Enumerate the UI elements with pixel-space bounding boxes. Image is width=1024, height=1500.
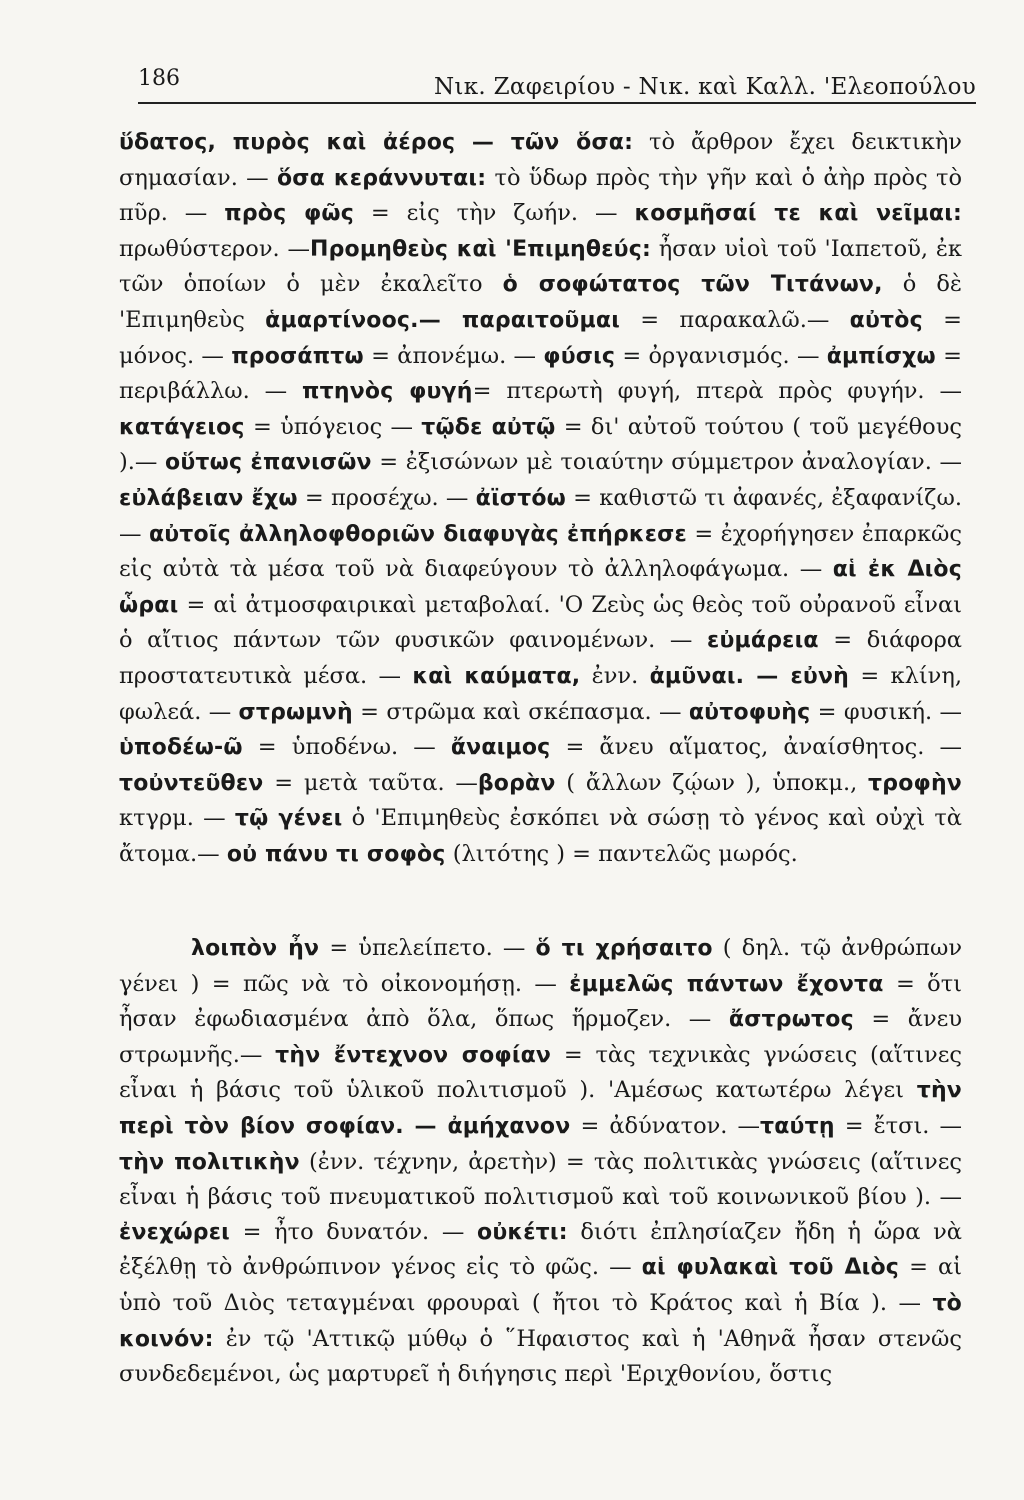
gloss-text: = ἦτο δυνατόν. —	[229, 1218, 478, 1245]
lemma-term: οὐκέτι:	[477, 1219, 568, 1245]
gloss-text: ( ἄλλων ζῴων ), ὑποκμ.,	[555, 769, 869, 796]
gloss-text: ἦσαν υἱοὶ τοῦ 'Ιαπετοῦ, ἐκ τῶν ὁποίων ὁ μὲν ἐκαλεῖτο	[119, 235, 962, 298]
gloss-text: = παρακαλῶ.—	[619, 306, 850, 333]
gloss-text: πρωθύστερον. —	[119, 235, 310, 262]
lemma-term: προσάπτω	[231, 343, 364, 369]
lemma-term: ταύτῃ	[759, 1113, 835, 1139]
lemma-term: ὑποδέω-ῶ	[119, 735, 243, 761]
gloss-text: τὸ ὕδωρ πρὸς τὴν γῆν καὶ ὁ ἀὴρ πρὸς τὸ πῦρ. —	[119, 164, 962, 227]
lemma-term: ἀμπίσχω	[826, 343, 936, 369]
lemma-term: τοὐντεῦθεν	[119, 770, 264, 796]
gloss-text: (λιτότης ) = παντελῶς μωρός.	[445, 840, 798, 867]
gloss-text: = ὑπόγειος —	[244, 413, 422, 440]
gloss-text: = αἱ ἀτμοσφαιρικαὶ μεταβολαί. 'Ο Ζεὺς ὡς θεὸς τοῦ οὐρανοῦ εἶναι ὁ αἴτιος πάντων τῶν φυσικῶν φαινομένων. —	[119, 591, 962, 654]
gloss-text: = ἐχορήγησεν ἐπαρκῶς εἰς αὐτὰ τὰ μέσα τοῦ νὰ διαφεύγουν τὸ ἀλληλοφάγωμα. —	[119, 520, 962, 583]
page-number: 186	[138, 66, 180, 91]
gloss-text: = τὰς τεχνικὰς γνώσεις (αἵτινες εἶναι ἡ βάσις τοῦ ὑλικοῦ πολιτισμοῦ ). 'Αμέσως κατωτέρω λέγει	[119, 1041, 962, 1104]
gloss-text: = φυσική. —	[810, 698, 962, 725]
gloss-text: = πτερωτὴ φυγή, πτερὰ πρὸς φυγήν. —	[472, 378, 962, 405]
paragraph-glossary-1	[119, 125, 962, 872]
gloss-text: = ὑπελείπετο. —	[319, 935, 536, 961]
lemma-term: τροφὴν	[868, 770, 962, 796]
gloss-text: διότι ἐπλησίαζεν ἤδη ἡ ὥρα νὰ ἐξέλθῃ τὸ ἀνθρώπινον γένος εἰς τὸ φῶς. —	[119, 1218, 962, 1281]
lemma-term: αἱ φυλακαὶ τοῦ Διὸς	[641, 1255, 900, 1281]
lemma-term: οὕτως ἐπανισῶν	[165, 450, 372, 476]
lemma-term: λοιπὸν ἦν	[191, 936, 320, 961]
gloss-text: = στρῶμα καὶ σκέπασμα. —	[352, 698, 689, 725]
gloss-text: = προσέχω. —	[297, 484, 476, 511]
gloss-text: ἐνν.	[580, 662, 650, 689]
lemma-term: εὐμάρεια	[707, 628, 819, 654]
gloss-text: = ἀδύνατον. —	[570, 1112, 760, 1139]
gloss-text: = αἱ ὑπὸ τοῦ Διὸς τεταγμέναι φρουραὶ ( ἤτοι τὸ Κράτος καὶ ἡ Βία ). —	[119, 1254, 962, 1316]
lemma-term: ἀμῦναι. — εὐνὴ	[649, 663, 850, 689]
gloss-text: = περιβάλλω. —	[119, 342, 962, 405]
lemma-term: στρωμνὴ	[238, 699, 353, 725]
lemma-term: Προμηθεὺς καὶ 'Επιμηθεύς:	[309, 236, 651, 262]
lemma-term: ὁ σοφώτατος τῶν Τιτάνων,	[502, 272, 883, 298]
lemma-term: αὐτοῖς ἀλληλοφθοριῶν διαφυγὰς ἐπήρκεσε	[148, 521, 687, 547]
lemma-term: καὶ καύματα,	[412, 663, 581, 689]
lemma-term: αὐτὸς	[849, 307, 923, 333]
lemma-term: κατάγειος	[119, 414, 245, 440]
lemma-term: πρὸς φῶς	[224, 201, 354, 227]
gloss-text: = ἐξισώνων μὲ τοιαύτην σύμμετρον ἀναλογίαν. —	[371, 449, 962, 476]
lemma-term: τὸ κοινόν:	[119, 1290, 962, 1352]
lemma-term: ἄναιμος	[450, 735, 551, 761]
lemma-term: ἁμαρτίνοος.— παραιτοῦμαι	[265, 307, 620, 333]
paragraph-glossary-2	[119, 931, 962, 1392]
gloss-text: = εἰς τὴν ζωήν. —	[353, 200, 635, 227]
gloss-text: ἐν τῷ 'Αττικῷ μύθῳ ὁ ῞Ηφαιστος καὶ ἡ 'Αθηνᾶ ἦσαν στενῶς συνδεδεμένοι, ὡς μαρτυρεῖ ἡ διήγησις περὶ 'Εριχθονίου, ὅστις	[119, 1325, 962, 1388]
gloss-text: = ἀπονέμω. —	[363, 342, 544, 369]
lemma-term: ὕδατος, πυρὸς καὶ ἀέρος — τῶν ὅσα:	[119, 130, 634, 155]
gloss-text: ὁ δὲ 'Επιμηθεὺς	[119, 271, 962, 333]
running-head: Νικ. Ζαφειρίου - Νικ. καὶ Καλλ. 'Ελεοπούλου	[433, 74, 976, 100]
gloss-text: = ὅτι ἦσαν ἐφωδιασμένα ἀπὸ ὅλα, ὅπως ἥρμοζεν. —	[119, 970, 962, 1033]
page-header	[138, 60, 976, 104]
lemma-term: τὴν ἔντεχνον σοφίαν	[275, 1042, 552, 1068]
gloss-text: = ἄνευ αἵματος, ἀναίσθητος. —	[550, 734, 963, 761]
lemma-term: ἀϊστόω	[475, 485, 566, 511]
lemma-term: αὐτοφυὴς	[688, 699, 811, 725]
gloss-text: τὸ ἄρθρον ἔχει δεικτικὴν σημασίαν. —	[119, 129, 962, 191]
lemma-term: ἐμμελῶς πάντων ἔχοντα	[569, 971, 884, 997]
gloss-text: = ὀργανισμός. —	[615, 342, 827, 369]
lemma-term: φύσις	[543, 343, 616, 369]
lemma-term: εὐλάβειαν ἔχω	[119, 485, 298, 511]
gloss-text: = μετὰ ταῦτα. —	[263, 769, 478, 796]
gloss-text: ( δηλ. τῷ ἀνθρώπων γένει ) = πῶς νὰ τὸ οἰκονομήσῃ. —	[119, 935, 962, 997]
gloss-text: = ἔτσι. —	[834, 1112, 962, 1139]
gloss-text: = μόνος. —	[119, 306, 963, 369]
gloss-text: ὁ 'Επιμηθεὺς ἐσκόπει νὰ σώσῃ τὸ γένος καὶ οὐχὶ τὰ ἄτομα.—	[119, 805, 963, 867]
gloss-text: = δι' αὐτοῦ τούτου ( τοῦ μεγέθους ).—	[119, 413, 962, 476]
lemma-term: ἐνεχώρει	[119, 1219, 230, 1245]
lemma-term: τῷδε αὐτῷ	[421, 414, 556, 440]
gloss-text: = ἄνευ στρωμνῆς.—	[119, 1006, 962, 1068]
header-rule	[138, 102, 976, 104]
lemma-term: τὴν περὶ τὸν βίον σοφίαν. — ἀμήχανον	[119, 1078, 962, 1139]
gloss-text: κτγρμ. —	[119, 805, 235, 832]
gloss-text: (ἐνν. τέχνην, ἀρετὴν) = τὰς πολιτικὰς γνώσεις (αἵτινες εἶναι ἡ βάσις τοῦ πνευματικοῦ πολιτισμοῦ καὶ τοῦ κοινωνικοῦ βίου ). —	[119, 1148, 962, 1211]
lemma-term: τὴν πολιτικὴν	[119, 1149, 300, 1175]
lemma-term: ὅ τι χρήσαιτο	[535, 936, 713, 961]
lemma-term: βορὰν	[477, 770, 556, 796]
gloss-text: = κλίνη, φωλεά. —	[119, 662, 962, 725]
lemma-term: πτηνὸς φυγή	[302, 379, 473, 405]
lemma-term: οὐ πάνυ τι σοφὸς	[226, 841, 446, 867]
lemma-term: ἄστρωτος	[728, 1007, 854, 1033]
gloss-text: = καθιστῶ τι ἀφανές, ἐξαφανίζω. —	[119, 484, 962, 547]
lemma-term: τῷ γένει	[234, 806, 343, 832]
gloss-text: = διάφορα προστατευτικὰ μέσα. —	[119, 627, 962, 689]
lemma-term: αἱ ἐκ Διὸς ὧραι	[119, 557, 962, 618]
lemma-term: κοσμῆσαί τε καὶ νεῖμαι:	[634, 201, 962, 227]
lemma-term: ὅσα κεράννυται:	[276, 165, 487, 191]
gloss-text: = ὑποδένω. —	[242, 734, 451, 761]
